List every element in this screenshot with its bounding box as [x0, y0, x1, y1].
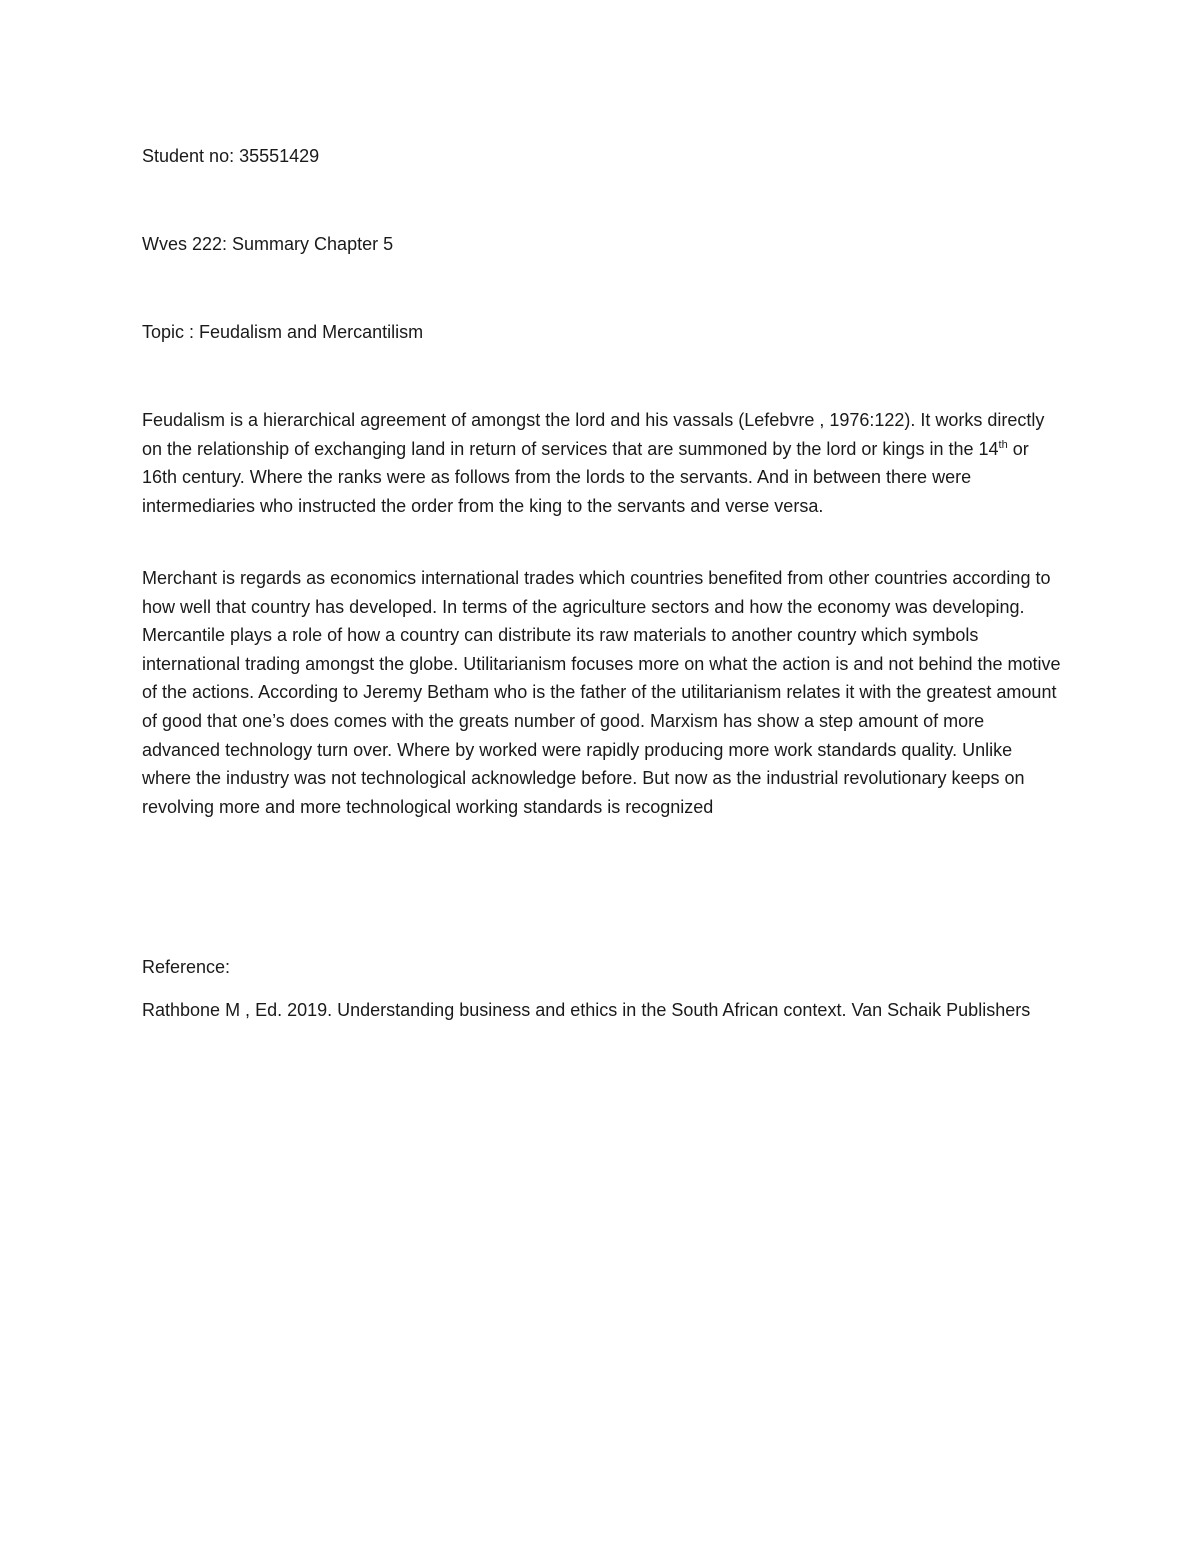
- paragraph-feudalism-text-1: Feudalism is a hierarchical agreement of amongst the lord and his vassals (Lefebvre , 1976:122). It works directly on the relationship of exchanging land in return of services that are summoned by the lord or kings in the 14: [142, 410, 1045, 459]
- ordinal-superscript: th: [998, 438, 1008, 451]
- student-number: Student no: 35551429: [142, 146, 320, 166]
- paragraph-feudalism-text-2: or 16th century. Where the ranks were as follows from the lords to the servants. And in between there were intermediaries who instructed the order from the king to the servants and verse versa.: [142, 438, 1029, 516]
- reference-heading: Reference:: [142, 957, 231, 977]
- topic-heading: Topic : Feudalism and Mercantilism: [142, 322, 424, 342]
- paragraph-mercantilism: Merchant is regards as economics international trades which countries benefited from other countries according to how well that country has developed. In terms of the agriculture sectors and how the economy was developing. Mercantile plays a role of how a country can distribute its raw materials to another country which symbols international trading amongst the globe. Utilitarianism focuses more on what the action is and not behind the motive of the actions. According to Jeremy Betham who is the father of the utilitarianism relates it with the greatest amount of good that one’s does comes with the greats number of good. Marxism has show a step amount of more advanced technology turn over. Where by worked were rapidly producing more work standards quality. Unlike where the industry was not technological acknowledge before. But now as the industrial revolutionary keeps on revolving more and more technological working standards is recognized: [142, 568, 1061, 817]
- course-title: Wves 222: Summary Chapter 5: [142, 234, 394, 254]
- reference-citation: Rathbone M , Ed. 2019. Understanding business and ethics in the South African context. Van Schaik Publishers: [142, 1000, 1031, 1020]
- paragraph-feudalism: [142, 406, 1062, 520]
